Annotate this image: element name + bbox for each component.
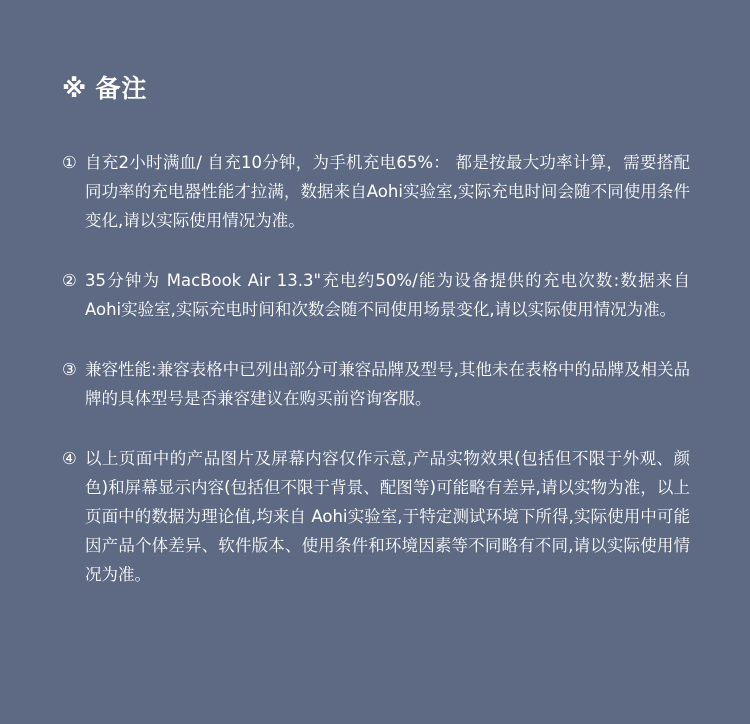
notes-title — [62, 72, 690, 106]
note-item-1 — [62, 148, 690, 235]
note-text-3: 兼容性能:兼容表格中已列出部分可兼容品牌及型号,其他未在表格中的品牌及相关品牌的具体型号是否兼容建议在购买前咨询客服。 — [85, 360, 690, 408]
notes-title-text: 备注 — [95, 74, 148, 103]
note-item-3 — [62, 355, 690, 413]
note-number-2: ② — [62, 271, 77, 290]
note-text-2: 35分钟为 MacBook Air 13.3"充电约50%/能为设备提供的充电次数:数据来自Aohi实验室,实际充电时间和次数会随不同使用场景变化,请以实际使用情况为准。 — [85, 271, 690, 319]
note-text-1: 自充2小时满血/ 自充10分钟，为手机充电65%： 都是按最大功率计算，需要搭配同功率的充电器性能才拉满，数据来自Aohi实验室,实际充电时间会随不同使用条件变化,请以实际使用情况为准。 — [85, 153, 690, 230]
note-item-4 — [62, 444, 690, 589]
notes-list — [62, 148, 690, 589]
reference-mark-icon: ※ — [62, 74, 88, 103]
note-number-3: ③ — [62, 360, 77, 379]
note-item-2 — [62, 266, 690, 324]
note-number-1: ① — [62, 153, 77, 172]
note-number-4: ④ — [62, 449, 77, 468]
note-text-4: 以上页面中的产品图片及屏幕内容仅作示意,产品实物效果(包括但不限于外观、颜色)和屏幕显示内容(包括但不限于背景、配图等)可能略有差异,请以实物为准，以上页面中的数据为理论值,均来自 Aohi实验室,于特定测试环境下所得,实际使用中可能因产品个体差异、软件版本、使用条件和环境因素等不同略有不同,请以实际使用情况为准。 — [85, 449, 690, 584]
